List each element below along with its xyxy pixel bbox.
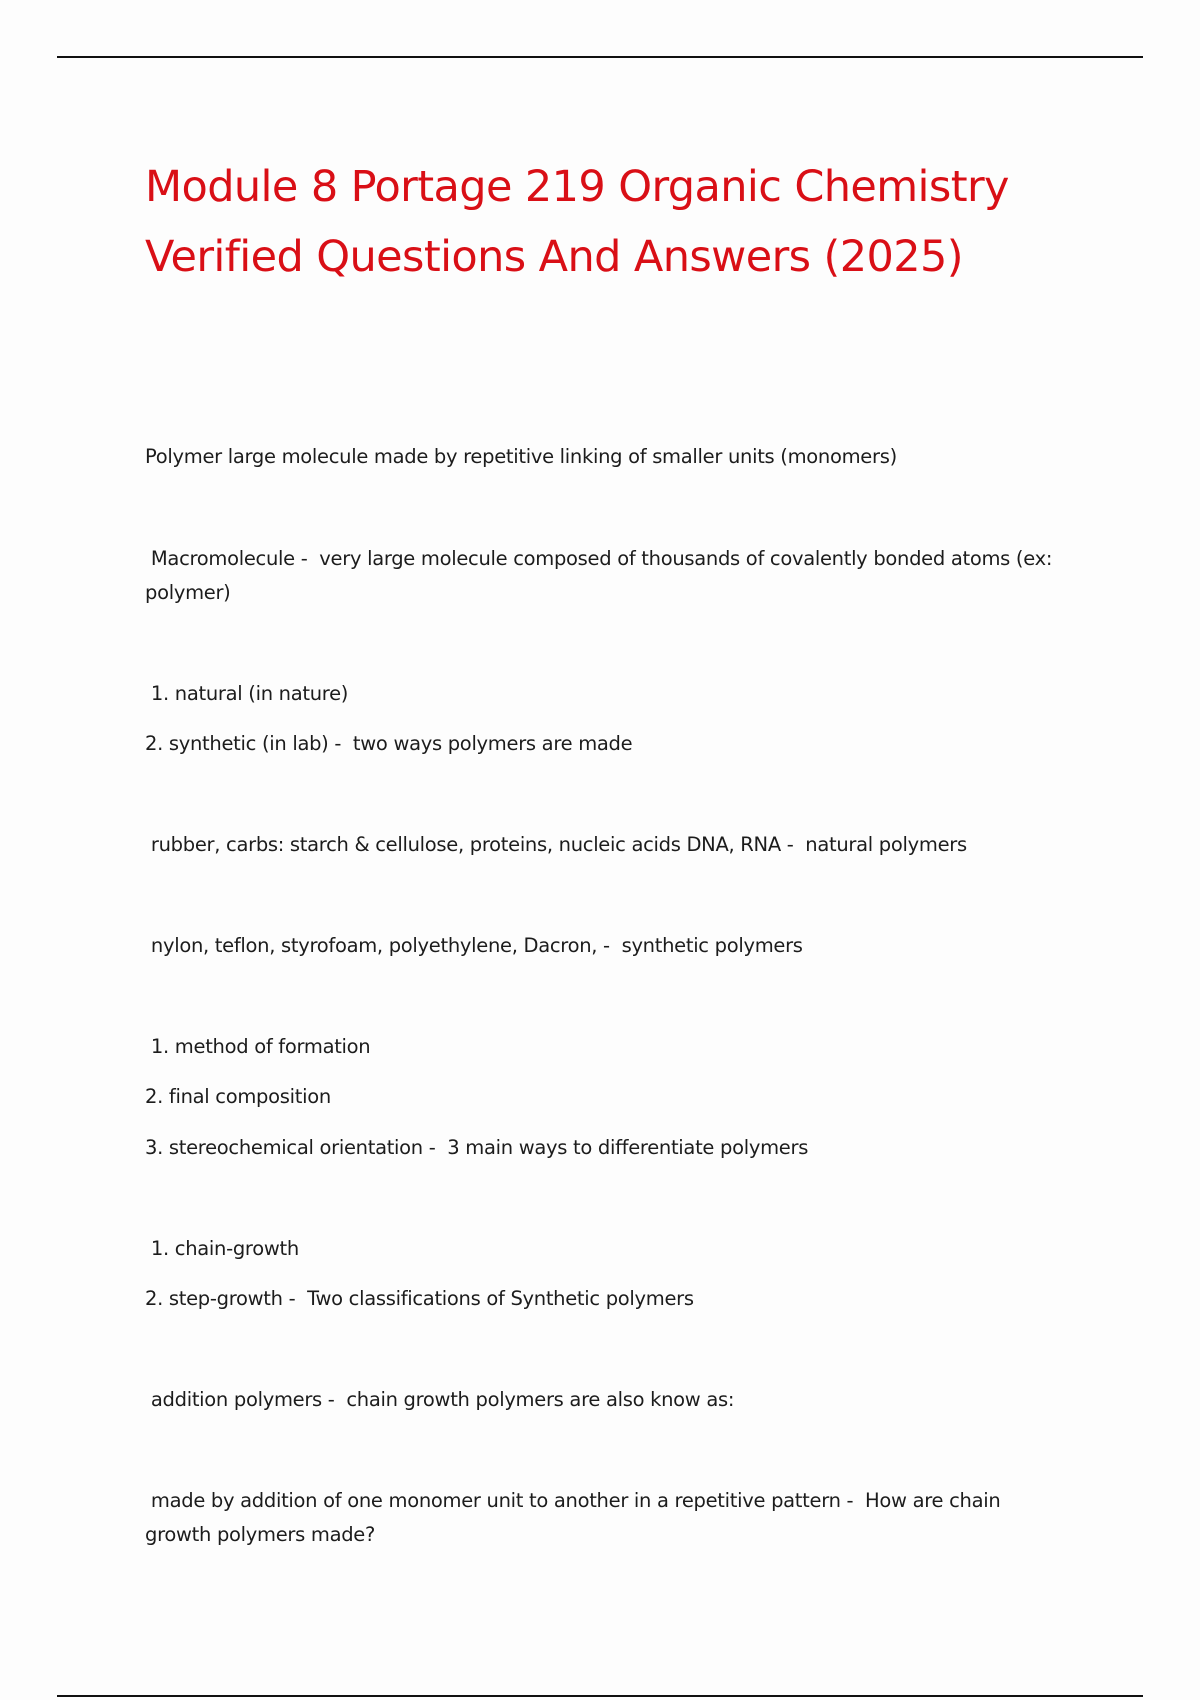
footer-rule	[57, 1695, 1143, 1697]
qa-addition-polymers: addition polymers - chain growth polymers are also know as:	[145, 1388, 735, 1411]
qa-step-growth: 2. step-growth - Two classifications of Synthetic polymers	[145, 1287, 694, 1310]
document-title	[145, 152, 1065, 292]
qa-polymer: Polymer large molecule made by repetitive linking of smaller units (monomers)	[145, 445, 897, 468]
title-line-1: Module 8 Portage 219 Organic Chemistry	[145, 162, 1009, 212]
qa-natural: 1. natural (in nature)	[145, 682, 349, 705]
qa-synthetic-polymers: nylon, teflon, styrofoam, polyethylene, Dacron, - synthetic polymers	[145, 934, 803, 957]
title-line-2: Verified Questions And Answers (2025)	[145, 232, 963, 282]
qa-synthetic: 2. synthetic (in lab) - two ways polymers are made	[145, 732, 633, 755]
qa-method-of-formation: 1. method of formation	[145, 1035, 371, 1058]
qa-chain-growth: 1. chain-growth	[145, 1237, 299, 1260]
qa-natural-polymers: rubber, carbs: starch & cellulose, proteins, nucleic acids DNA, RNA - natural polymers	[145, 833, 967, 856]
qa-final-composition: 2. final composition	[145, 1085, 331, 1108]
qa-stereochemical-orientation: 3. stereochemical orientation - 3 main ways to differentiate polymers	[145, 1136, 809, 1159]
header-rule	[57, 56, 1143, 58]
qa-macromolecule: Macromolecule - very large molecule composed of thousands of covalently bonded atoms (ex: polymer)	[145, 547, 1058, 604]
qa-chain-growth-made: made by addition of one monomer unit to another in a repetitive pattern - How are chain growth polymers made?	[145, 1489, 1007, 1546]
